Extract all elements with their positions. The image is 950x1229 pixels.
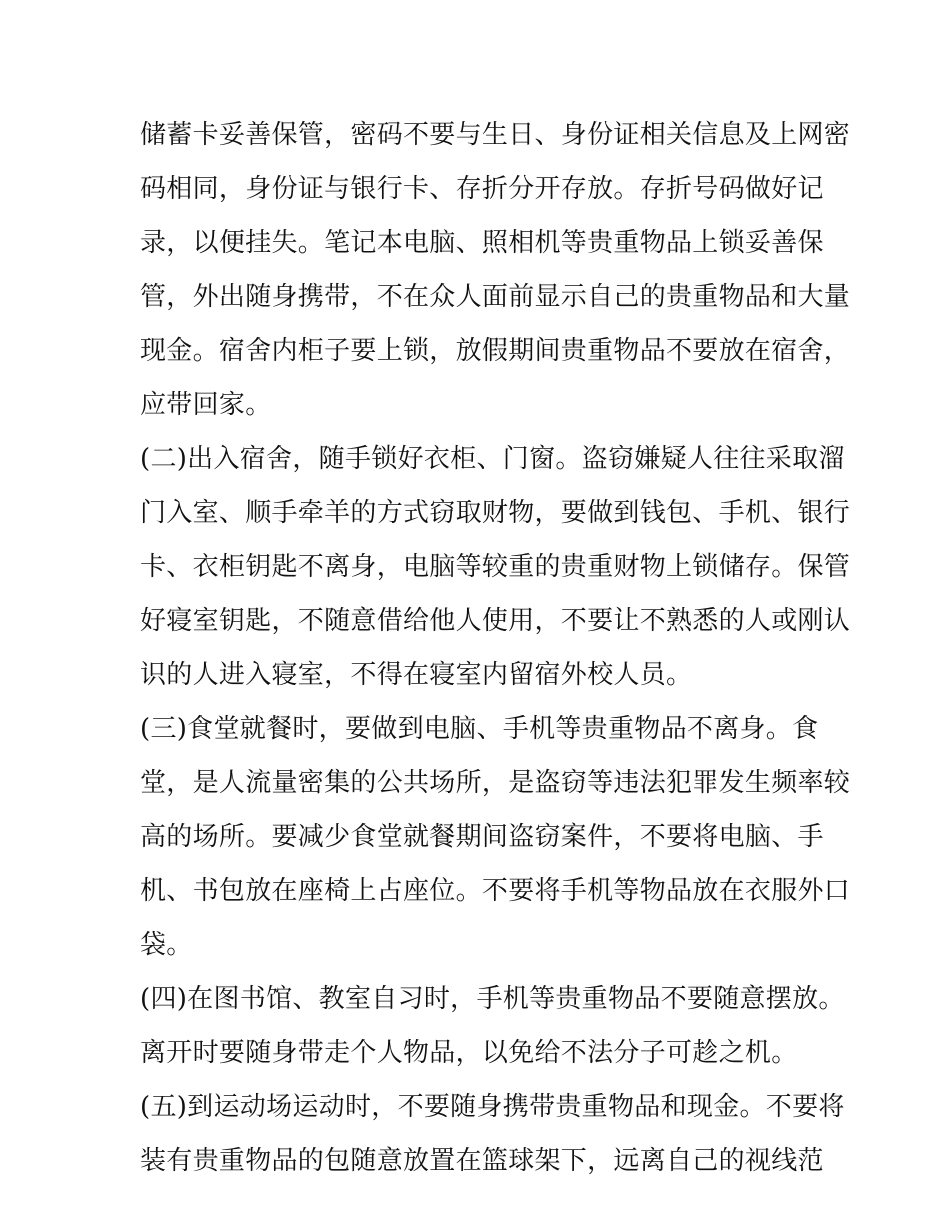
text-line: 离开时要随身带走个人物品，以免给不法分子可趁之机。 <box>140 1038 798 1068</box>
text-line: 好寝室钥匙，不随意借给他人使用，不要让不熟悉的人或刚认 <box>140 606 851 636</box>
text-line: (三)食堂就餐时，要做到电脑、手机等贵重物品不离身。食 <box>140 714 819 744</box>
text-line: 袋。 <box>140 930 193 960</box>
text-line: 机、书包放在座椅上占座位。不要将手机等物品放在衣服外口 <box>140 876 851 906</box>
text-line: 识的人进入寝室，不得在寝室内留宿外校人员。 <box>140 660 693 690</box>
text-line: 高的场所。要减少食堂就餐期间盗窃案件，不要将电脑、手 <box>140 822 824 852</box>
text-line: 管，外出随身携带，不在众人面前显示自己的贵重物品和大量 <box>140 282 851 312</box>
document-body <box>140 108 851 1188</box>
text-line: (二)出入宿舍，随手锁好衣柜、门窗。盗窃嫌疑人往往采取溜 <box>140 444 845 474</box>
text-line: 卡、衣柜钥匙不离身，电脑等较重的贵重财物上锁储存。保管 <box>140 552 851 582</box>
text-line: 堂，是人流量密集的公共场所，是盗窃等违法犯罪发生频率较 <box>140 768 851 798</box>
text-line: (四)在图书馆、教室自习时，手机等贵重物品不要随意摆放。 <box>140 984 845 1014</box>
text-line: 应带回家。 <box>140 390 272 420</box>
text-line: 门入室、顺手牵羊的方式窃取财物，要做到钱包、手机、银行 <box>140 498 851 528</box>
text-line: 录，以便挂失。笔记本电脑、照相机等贵重物品上锁妥善保 <box>140 228 824 258</box>
text-line: 装有贵重物品的包随意放置在篮球架下，远离自己的视线范 <box>140 1146 824 1176</box>
text-line: 码相同，身份证与银行卡、存折分开存放。存折号码做好记 <box>140 174 824 204</box>
text-line: 储蓄卡妥善保管，密码不要与生日、身份证相关信息及上网密 <box>140 120 851 150</box>
text-line: 现金。宿舍内柜子要上锁，放假期间贵重物品不要放在宿舍， <box>140 336 851 366</box>
text-line: (五)到运动场运动时，不要随身携带贵重物品和现金。不要将 <box>140 1092 845 1122</box>
